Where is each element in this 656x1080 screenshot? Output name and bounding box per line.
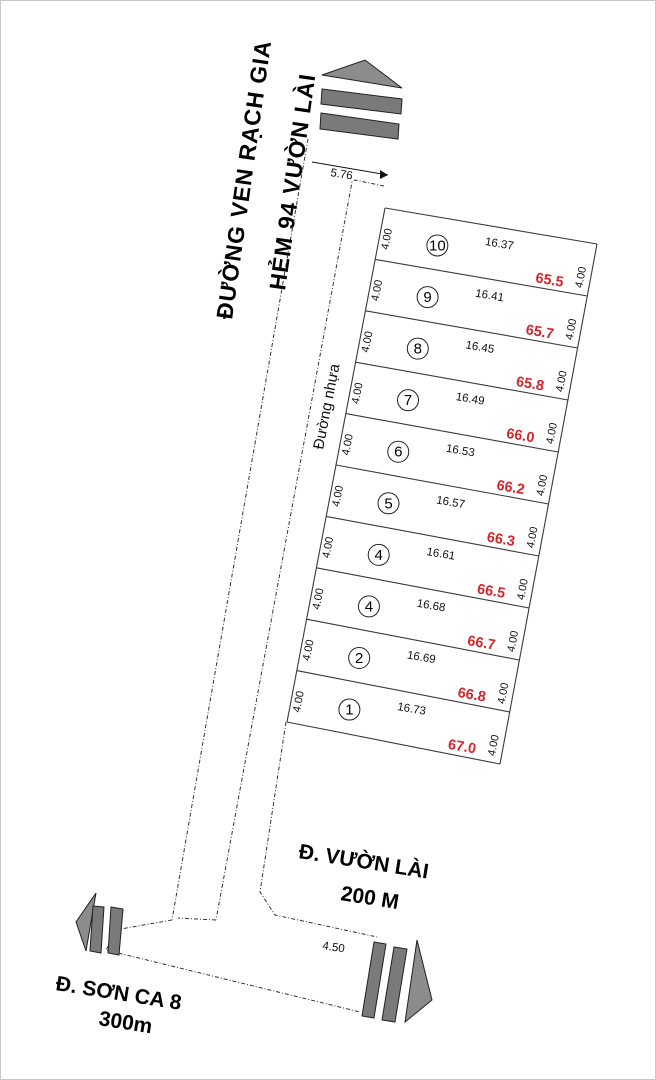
alley-width-label: 5.76 — [329, 167, 354, 183]
lot-length: 16.45 — [464, 339, 496, 357]
son-ca-distance-label: 300m — [97, 1007, 154, 1039]
lot-front-width: 4.00 — [310, 587, 327, 611]
lot-back-width: 4.00 — [495, 681, 512, 706]
lot-area: 66.3 — [485, 529, 517, 551]
lot-area: 66.2 — [495, 477, 526, 499]
lot-area: 65.8 — [514, 374, 546, 395]
lot-front-width: 4.00 — [320, 535, 337, 560]
lot-back-width: 4.00 — [553, 369, 570, 394]
lot-area: 66.0 — [505, 425, 536, 447]
vuon-lai-street-label: Đ. VƯỜN LÀI — [297, 840, 431, 884]
lot-number: 4 — [364, 598, 374, 616]
lot-back-width: 4.00 — [573, 265, 590, 290]
lot-length: 16.49 — [454, 391, 486, 408]
lot-back-width: 4.00 — [505, 629, 522, 654]
lot-number: 1 — [345, 701, 354, 719]
lot-number: 2 — [354, 649, 364, 667]
lot-front-width: 4.00 — [349, 381, 366, 405]
lot-front-line — [287, 208, 385, 722]
lot-back-width: 4.00 — [534, 473, 551, 498]
lot-length: 16.57 — [435, 494, 466, 512]
alley-label: HẺM 94 VƯỜN LÀI — [264, 71, 321, 292]
lot-length: 16.61 — [425, 546, 457, 563]
lot-front-width: 4.00 — [330, 484, 347, 508]
lot-back-width: 4.00 — [486, 733, 502, 758]
lot-back-width: 4.00 — [524, 525, 541, 550]
alley-inner-edge — [216, 180, 384, 920]
vuon-lai-distance-label: 200 M — [339, 882, 401, 915]
alley-width-arrowhead — [380, 170, 388, 179]
lot-number: 5 — [384, 495, 393, 513]
lot-back-width: 4.00 — [515, 577, 531, 602]
lot-back-width: 4.00 — [544, 421, 561, 446]
lot-length: 16.53 — [445, 442, 476, 460]
top-direction-arrow — [322, 60, 402, 88]
lot-front-width: 4.00 — [359, 330, 376, 354]
lot-area: 65.5 — [534, 270, 565, 291]
lot-number: 10 — [429, 237, 446, 255]
lot-number: 4 — [374, 546, 383, 564]
lot-length: 16.41 — [474, 287, 505, 305]
paved-road-label: Đường nhựa — [310, 362, 344, 451]
lot-number: 6 — [394, 443, 403, 461]
top-road-bar-2 — [320, 113, 399, 139]
top-road-bar-1 — [321, 89, 402, 114]
lot-length: 16.37 — [484, 236, 515, 253]
lot-area: 66.7 — [466, 633, 497, 654]
lot-length: 16.73 — [396, 701, 427, 718]
right-road-bar-1 — [362, 942, 386, 1018]
left-road-bar-2 — [108, 907, 123, 955]
lot-length: 16.68 — [415, 597, 447, 615]
lot-area: 66.5 — [475, 581, 507, 602]
lot-area: 65.7 — [524, 322, 556, 343]
lot-area: 67.0 — [446, 736, 478, 758]
lot-front-width: 4.00 — [340, 433, 356, 457]
lot-front-width: 4.00 — [291, 690, 307, 714]
right-direction-arrow — [405, 940, 432, 1022]
lot-front-width: 4.00 — [379, 227, 396, 251]
lot-number: 8 — [413, 340, 422, 358]
alley-left-bottom-edge — [115, 920, 172, 930]
lot-front-width: 4.00 — [300, 638, 317, 662]
bottom-width-label: 4.50 — [321, 940, 346, 956]
right-road-bar-2 — [382, 947, 407, 1022]
lot-number: 9 — [423, 289, 432, 307]
lot-length: 16.69 — [406, 649, 437, 667]
lot-back-line — [500, 244, 597, 764]
alley-inner-bottom-edge — [178, 918, 216, 920]
lot-front-width: 4.00 — [369, 278, 386, 303]
left-road-bar-1 — [90, 906, 104, 953]
lot-back-width: 4.00 — [563, 317, 580, 342]
lot-area: 66.8 — [456, 685, 487, 706]
main-road-label: ĐƯỜNG VEN RẠCH GIA — [211, 38, 277, 321]
son-ca-street-label: Đ. SƠN CA 8 — [54, 972, 184, 1015]
lot-number: 7 — [403, 392, 413, 410]
